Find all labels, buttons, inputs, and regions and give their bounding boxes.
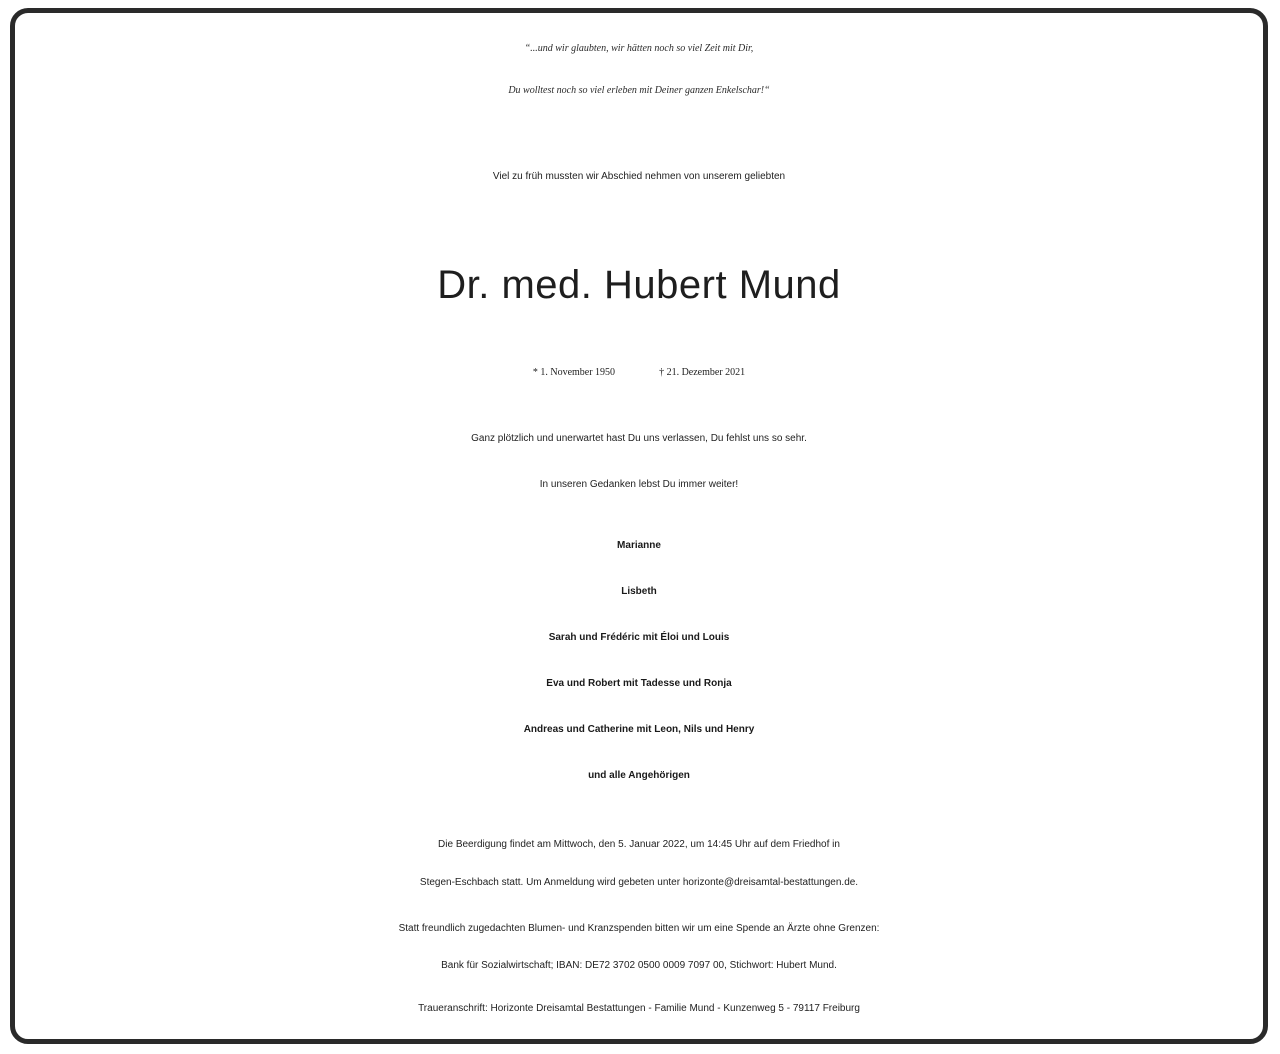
quote-line-1: “...und wir glaubten, wir hätten noch so viel Zeit mit Dir, bbox=[524, 43, 754, 54]
donation-info-line-1: Statt freundlich zugedachten Blumen- und Kranzspenden bitten wir um eine Spende an Ärzte ohne Grenzen: bbox=[398, 923, 880, 934]
message-line-1: Ganz plötzlich und unerwartet hast Du uns verlassen, Du fehlst uns so sehr. bbox=[471, 433, 807, 444]
mourner-name: Andreas und Catherine mit Leon, Nils und Henry bbox=[523, 724, 755, 735]
obituary-notice bbox=[10, 8, 1268, 1044]
death-date: † 21. Dezember 2021 bbox=[659, 367, 746, 378]
mourning-address: Traueranschrift: Horizonte Dreisamtal Bestattungen - Familie Mund - Kunzenweg 5 - 79117 Freiburg bbox=[418, 1003, 860, 1014]
mourner-name: Lisbeth bbox=[621, 586, 657, 597]
funeral-info-line-2: Stegen-Eschbach statt. Um Anmeldung wird gebeten unter horizonte@dreisamtal-bestattungen.de. bbox=[419, 877, 859, 888]
mourner-name: Marianne bbox=[617, 540, 661, 551]
life-dates bbox=[15, 367, 1263, 378]
funeral-info-line-1: Die Beerdigung findet am Mittwoch, den 5. Januar 2022, um 14:45 Uhr auf dem Friedhof in bbox=[438, 839, 840, 850]
mourner-name: und alle Angehörigen bbox=[588, 770, 690, 781]
deceased-name: Dr. med. Hubert Mund bbox=[437, 263, 841, 307]
mourner-name: Eva und Robert mit Tadesse und Ronja bbox=[546, 678, 732, 689]
quote-line-2: Du wolltest noch so viel erleben mit Deiner ganzen Enkelschar!“ bbox=[508, 85, 770, 96]
message-line-2: In unseren Gedanken lebst Du immer weiter! bbox=[539, 479, 739, 490]
donation-info-line-2: Bank für Sozialwirtschaft; IBAN: DE72 3702 0500 0009 7097 00, Stichwort: Hubert Mund. bbox=[441, 960, 837, 971]
mourner-name: Sarah und Frédéric mit Éloi und Louis bbox=[548, 632, 730, 643]
birth-date: * 1. November 1950 bbox=[532, 367, 616, 378]
intro-text: Viel zu früh mussten wir Abschied nehmen von unserem geliebten bbox=[492, 171, 786, 182]
